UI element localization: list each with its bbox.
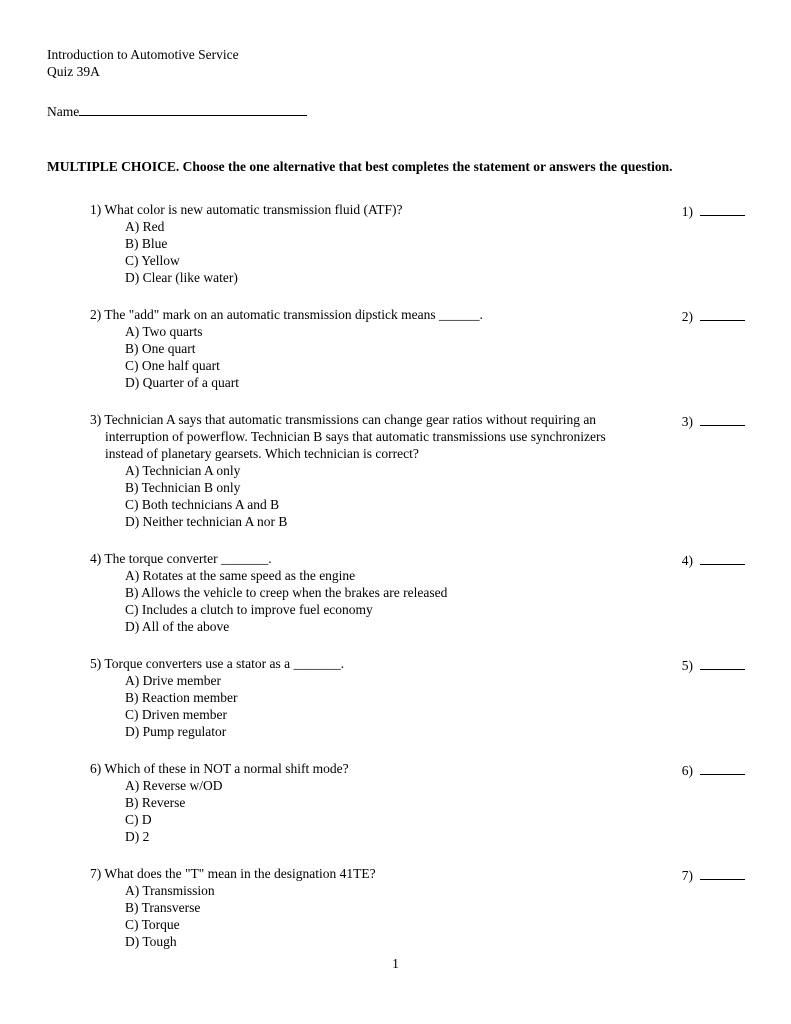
choice: C) Both technicians A and B	[125, 497, 280, 512]
answer-number: 7)	[681, 868, 693, 883]
quiz-title: Quiz 39A	[47, 64, 100, 79]
question-text-line	[90, 550, 646, 567]
choices	[125, 218, 646, 286]
question-block	[90, 655, 745, 740]
answer-number: 6)	[681, 763, 693, 778]
choice: C) D	[125, 812, 152, 827]
answer-blank-line	[700, 655, 745, 670]
choice: D) 2	[125, 829, 150, 844]
choice: B) Reverse	[125, 795, 186, 810]
choice: A) Reverse w/OD	[125, 778, 223, 793]
answer-blank-line	[700, 760, 745, 775]
question-number: 4)	[90, 551, 102, 566]
course-title: Introduction to Automotive Service	[47, 47, 239, 62]
name-blank-line	[79, 102, 307, 116]
choice: C) Driven member	[125, 707, 227, 722]
choice: A) Drive member	[125, 673, 221, 688]
choice: A) Rotates at the same speed as the engine	[125, 568, 356, 583]
question-text-line	[90, 865, 646, 882]
answer-blank-line	[700, 411, 745, 426]
choices	[125, 672, 646, 740]
page-number: 1	[392, 956, 399, 971]
answer-area	[682, 201, 745, 220]
answer-blank-line	[700, 865, 745, 880]
choice: D) Clear (like water)	[125, 270, 238, 285]
question-text-line	[90, 655, 646, 672]
choice: D) Pump regulator	[125, 724, 227, 739]
question-number: 1)	[90, 202, 102, 217]
choices	[125, 462, 646, 530]
question-main	[90, 865, 646, 950]
answer-area	[682, 550, 745, 569]
choice: B) Transverse	[125, 900, 201, 915]
question-main	[90, 760, 646, 845]
question-text: Which of these in NOT a normal shift mode?	[104, 761, 349, 776]
choice: A) Technician A only	[125, 463, 241, 478]
name-label: Name	[47, 104, 80, 119]
question-number: 5)	[90, 656, 102, 671]
answer-area	[682, 760, 745, 779]
choice: C) Includes a clutch to improve fuel economy	[125, 602, 373, 617]
choice: D) Neither technician A nor B	[125, 514, 288, 529]
answer-blank-line	[700, 201, 745, 216]
answer-blank-line	[700, 550, 745, 565]
choices	[125, 567, 646, 635]
question-block	[90, 865, 745, 950]
question-text: Torque converters use a stator as a _______.	[104, 656, 345, 671]
question-number: 3)	[90, 412, 102, 427]
question-text-line	[90, 306, 646, 323]
choice: D) Tough	[125, 934, 177, 949]
question-text-line	[90, 411, 646, 462]
question-text-line	[90, 760, 646, 777]
question-main	[90, 655, 646, 740]
answer-area	[682, 411, 745, 430]
answer-blank-line	[700, 306, 745, 321]
questions-list	[90, 201, 745, 950]
question-number: 6)	[90, 761, 102, 776]
question-main	[90, 550, 646, 635]
question-text-line	[90, 201, 646, 218]
question-block	[90, 411, 745, 530]
answer-area	[682, 306, 745, 325]
question-number: 7)	[90, 866, 102, 881]
choice: A) Two quarts	[125, 324, 203, 339]
question-text: Technician A says that automatic transmissions can change gear ratios without requiring an interruption of powerflow. Technician B says that automatic transmissions use synchronizers instead of planetary gearsets. Which technician is correct?	[104, 412, 606, 461]
name-row	[47, 102, 745, 120]
choice: C) Torque	[125, 917, 180, 932]
question-text: The "add" mark on an automatic transmission dipstick means ______.	[104, 307, 483, 322]
question-text: What does the "T" mean in the designation 41TE?	[104, 866, 376, 881]
question-main	[90, 306, 646, 391]
page-header	[47, 46, 745, 80]
question-block	[90, 550, 745, 635]
answer-number: 4)	[681, 553, 693, 568]
choice: B) One quart	[125, 341, 196, 356]
answer-number: 5)	[681, 658, 693, 673]
answer-area	[682, 655, 745, 674]
question-text: The torque converter _______.	[104, 551, 272, 566]
answer-number: 2)	[681, 309, 693, 324]
answer-area	[682, 865, 745, 884]
choice: A) Red	[125, 219, 165, 234]
choice: B) Allows the vehicle to creep when the brakes are released	[125, 585, 448, 600]
section-instructions: MULTIPLE CHOICE. Choose the one alternative that best completes the statement or answers the question.	[47, 159, 673, 174]
answer-number: 1)	[681, 204, 693, 219]
question-main	[90, 411, 646, 530]
question-main	[90, 201, 646, 286]
choices	[125, 323, 646, 391]
question-block	[90, 201, 745, 286]
choice: C) One half quart	[125, 358, 220, 373]
question-block	[90, 760, 745, 845]
question-text: What color is new automatic transmission fluid (ATF)?	[104, 202, 403, 217]
choices	[125, 777, 646, 845]
choice: D) Quarter of a quart	[125, 375, 239, 390]
question-block	[90, 306, 745, 391]
choice: B) Reaction member	[125, 690, 238, 705]
choice: B) Technician B only	[125, 480, 241, 495]
choices	[125, 882, 646, 950]
question-number: 2)	[90, 307, 102, 322]
choice: A) Transmission	[125, 883, 215, 898]
choice: D) All of the above	[125, 619, 230, 634]
answer-number: 3)	[681, 414, 693, 429]
choice: C) Yellow	[125, 253, 180, 268]
choice: B) Blue	[125, 236, 168, 251]
